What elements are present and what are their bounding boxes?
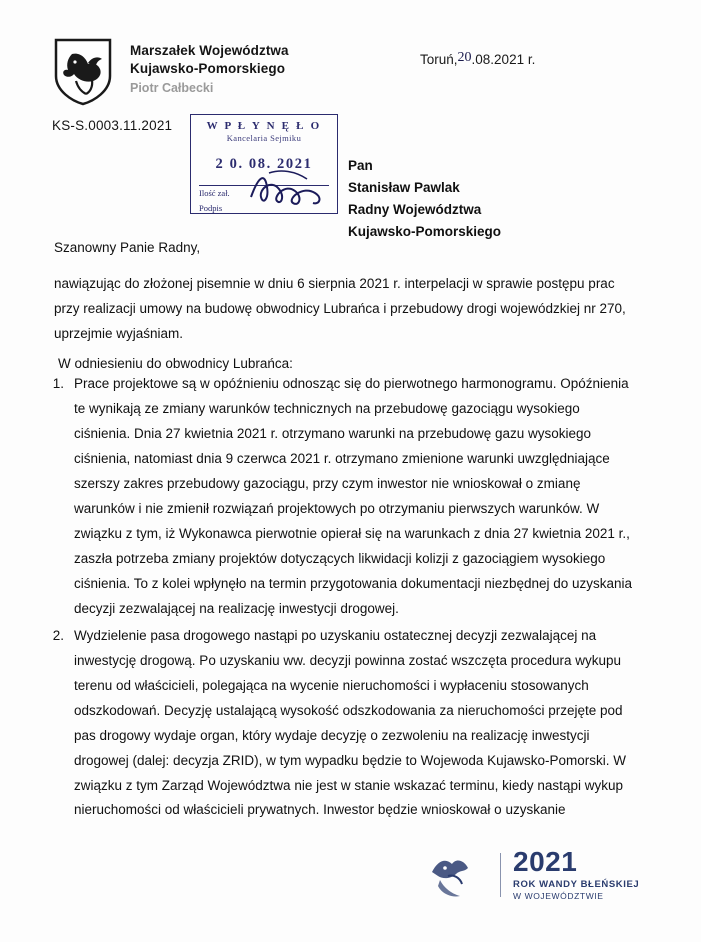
- footer-divider: [500, 853, 501, 897]
- coat-of-arms-icon: [52, 36, 114, 106]
- list-item-number: 2.: [52, 627, 64, 643]
- stamp-attachments-label: Ilość zał.: [199, 188, 230, 198]
- numbered-list: [46, 372, 636, 825]
- stamp-title: W P Ł Y N Ę Ł O: [206, 120, 322, 132]
- stamp-signature-label: Podpis: [199, 203, 223, 213]
- addressee-line-1: Pan: [348, 158, 373, 173]
- intro-paragraph: nawiązując do złożonej pisemnie w dniu 6 sierpnia 2021 r. interpelacji w sprawie postępu prac przy realizacji umowy na budowę obwodnicy Lubrańca i przebudowy drogi wojewódzkiej nr 270, uprzejmie wyjaśniam.: [54, 276, 626, 341]
- letterhead-person: Piotr Całbecki: [130, 80, 214, 95]
- stamp-date: 2 0. 08. 2021: [215, 156, 313, 172]
- incoming-mail-stamp: [190, 114, 338, 214]
- footer-emblem: [430, 848, 639, 901]
- reference-number: KS-S.0003.11.2021: [52, 118, 173, 133]
- footer-subtitle-1: ROK WANDY BŁEŃSKIEJ: [513, 879, 640, 890]
- place-and-date: [420, 52, 535, 69]
- date-rest: .08.2021 r.: [471, 52, 536, 67]
- salutation: Szanowny Panie Radny,: [54, 240, 201, 255]
- addressee-block: [348, 155, 501, 242]
- list-item-number: 1.: [52, 376, 64, 391]
- addressee-line-4: Kujawsko-Pomorskiego: [348, 223, 502, 239]
- list-item-text: Prace projektowe są w opóźnieniu odnosząc się do pierwotnego harmonogramu. Opóźnienia te wynikają ze zmiany warunków technicznych na przebudowę gazociągu wysokiego ciśnienia. Dnia 27 kwietnia 2021 r. otrzymano warunki na przebudowę gazu wysokiego ciśnienia, natomiast dnia 9 czerwca 2021 r. otrzymano zmienione warunki uwzględniające szerszy zakres przebudowy gazociągu, przy czym inwestor nie wnioskował o zmianę warunków i nie zmienił rozwiązań projektowych po otrzymaniu pierwszych warunków. W związku z tym, iż Wykonawca pierwotnie opierał się na warunkach z dnia 27 kwietnia 2021 r., zaszła potrzeba zmiany projektów dotyczących likwidacji kolizji z gazociągiem wysokiego ciśnienia. To z kolei wpłynęło na termin przygotowania dokumentacji niezbędnej do uzyskania decyzji zezwalającej na realizację inwestycji drogowej.: [74, 376, 633, 616]
- footer-subtitle-2: W WOJEWÓDZTWIE: [513, 891, 604, 901]
- letterhead-line-1: Marszałek Województwa: [130, 43, 289, 58]
- stamp-divider: [199, 185, 329, 186]
- list-item-text: Wydzielenie pasa drogowego nastąpi po uzyskaniu ostatecznej decyzji zezwalającej na inwestycję drogową. Po uzyskaniu ww. decyzji powinna zostać wszczęta procedura wykupu terenu od właścicieli, polegająca na wycenie nieruchomości i wypłaceniu stosowanych odszkodowań. Decyzję ustalającą wysokość odszkodowania za nieruchomości przejęte pod pas drogowy wydaje organ, który wydaje decyzję o zezwoleniu na realizację inwestycji drogowej (dalej: decyzja ZRID), w tym wypadku będzie to Wojewoda Kujawsko-Pomorski. W związku z tym Zarząd Województwa nie jest w stanie wskazać terminu, kiedy nastąpi wykup nieruchomości od właścicieli prywatnych. Inwestor będzie wnioskował o uzyskanie: [74, 627, 626, 818]
- letterhead-line-2: Kujawsko-Pomorskiego: [130, 60, 286, 76]
- handwritten-day: 20: [457, 50, 472, 65]
- letterhead: [52, 36, 289, 106]
- list-item: [46, 372, 636, 622]
- wanda-blenska-emblem-icon: [430, 850, 488, 900]
- addressee-line-3: Radny Województwa: [348, 201, 482, 217]
- place-label: Toruń,: [420, 52, 458, 67]
- addressee-line-2: Stanisław Pawlak: [348, 179, 460, 195]
- footer-year: 2021: [513, 846, 578, 877]
- section-lead: W odniesieniu do obwodnicy Lubrańca:: [58, 356, 293, 371]
- list-item: [46, 624, 636, 824]
- stamp-subtitle: Kancelaria Sejmiku: [226, 133, 302, 143]
